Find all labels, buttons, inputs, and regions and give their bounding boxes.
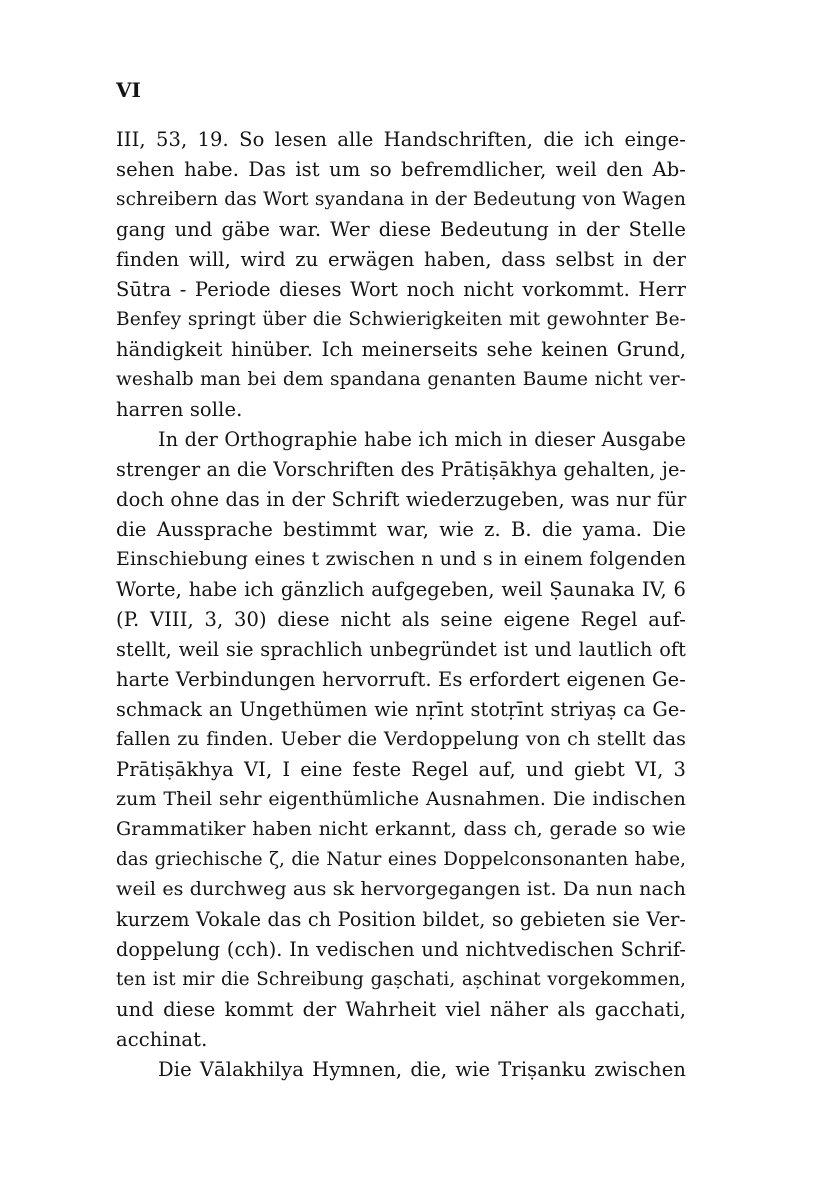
text-line: schreibern das Wort syandana in der Bedeutung von Wagen: [116, 189, 686, 210]
text-line: Benfey springt über die Schwierigkeiten mit gewohnter Be-: [116, 309, 686, 330]
text-line: händigkeit hinüber. Ich meinerseits sehe keinen Grund,: [116, 338, 686, 361]
text-line: strenger an die Vorschriften des Prātiṣākhya gehalten, je-: [116, 458, 687, 481]
text-line: und diese kommt der Wahrheit viel näher als gacchati,: [116, 998, 686, 1021]
text-line: doppelung (cch). In vedischen und nichtvedischen Schrif-: [116, 938, 686, 961]
text-line: weshalb man bei dem spandana genanten Baume nicht ver-: [116, 369, 686, 390]
text-line: sehen habe. Das ist um so befremdlicher, weil den Ab-: [116, 158, 686, 181]
text-line: fallen zu finden. Ueber die Verdoppelung von ch stellt das: [116, 728, 686, 750]
text-line: Prātiṣākhya VI, I eine feste Regel auf, und giebt VI, 3: [116, 758, 686, 781]
text-line: das griechische ζ, die Natur eines Doppelconsonanten habe,: [116, 849, 686, 870]
text-line: Grammatiker haben nicht erkannt, dass ch, gerade so wie: [116, 818, 686, 840]
text-line: gang und gäbe war. Wer diese Bedeutung in der Stelle: [116, 218, 686, 241]
text-line: weil es durchweg aus sk hervorgegangen ist. Da nun nach: [116, 878, 686, 900]
text-line: (P. VIII, 3, 30) diese nicht als seine eigene Regel auf-: [116, 608, 686, 631]
text-line: Worte, habe ich gänzlich aufgegeben, weil Ṣaunaka IV, 6: [116, 578, 686, 601]
text-line: die Aussprache bestimmt war, wie z. B. die yama. Die: [116, 518, 686, 541]
text-line: stellt, weil sie sprachlich unbegründet ist und lautlich oft: [116, 638, 686, 661]
page-number: VI: [116, 78, 141, 102]
text-line: harte Verbindungen hervorruft. Es erfordert eigenen Ge-: [116, 668, 686, 691]
text-line: harren solle.: [116, 398, 243, 421]
paragraph-start-line: Die Vālakhilya Hymnen, die, wie Triṣanku zwischen: [158, 1058, 686, 1081]
text-line: Einschiebung eines t zwischen n und s in einem folgenden: [116, 548, 686, 570]
text-line: Sūtra - Periode dieses Wort noch nicht vorkommt. Herr: [116, 278, 686, 301]
paragraph-start-line: In der Orthographie habe ich mich in dieser Ausgabe: [158, 428, 686, 451]
text-line: kurzem Vokale das ch Position bildet, so gebieten sie Ver-: [116, 908, 686, 931]
text-line: zum Theil sehr eigenthümliche Ausnahmen. Die indischen: [116, 788, 686, 810]
text-line: doch ohne das in der Schrift wiederzugeben, was nur für: [116, 488, 687, 511]
text-line: acchinat.: [116, 1028, 208, 1051]
text-line: III, 53, 19. So lesen alle Handschriften, die ich einge-: [116, 128, 686, 151]
text-line: ten ist mir die Schreibung gaṣchati, aṣchinat vorgekommen,: [116, 969, 686, 990]
text-line: schmack an Ungethümen wie nṛīnt stotṛīnt striyaṣ ca Ge-: [116, 698, 686, 721]
text-line: finden will, wird zu erwägen haben, dass selbst in der: [116, 248, 686, 271]
